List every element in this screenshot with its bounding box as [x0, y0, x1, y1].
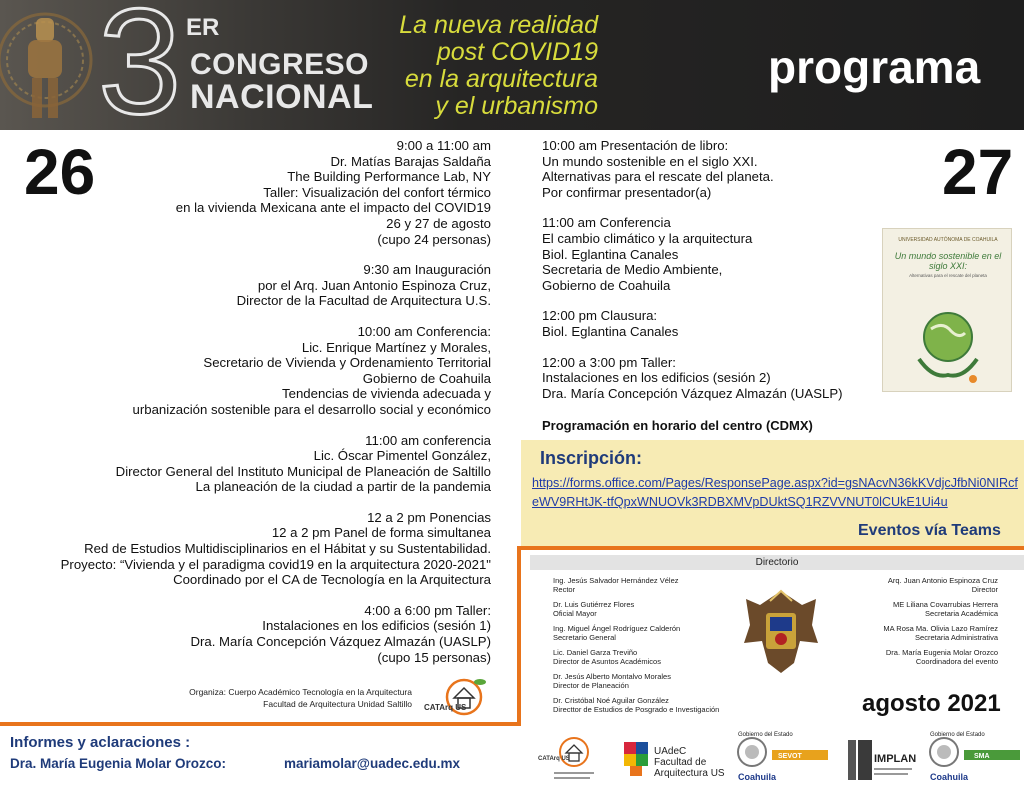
directory-role: Secretaria Académica	[925, 609, 998, 618]
directory-role: Director	[971, 585, 998, 594]
event-date: agosto 2021	[862, 690, 1001, 717]
program-line: Dra. María Concepción Vázquez Almazán (UASLP)	[542, 385, 843, 401]
organizer-line: Facultad de Arquitectura Unidad Saltillo	[263, 699, 412, 709]
program-line: urbanización sostenible para el desarrollo social y económico	[132, 401, 491, 417]
program-line: Biol. Eglantina Canales	[542, 323, 679, 339]
sma-logo-icon	[924, 732, 1024, 788]
program-line: Director de la Facultad de Arquitectura U.S.	[236, 293, 491, 309]
directory-role: Secretario General	[553, 633, 616, 642]
program-block	[40, 324, 491, 418]
directory-entry	[820, 576, 998, 594]
globe-hands-icon	[913, 299, 983, 385]
directory-role: Director de Asuntos Académicos	[553, 657, 661, 666]
congress-line1: CONGRESO	[190, 48, 370, 81]
program-block	[542, 138, 882, 200]
program-line: 12 a 2 pm Panel de forma simultanea	[271, 525, 491, 541]
catarq-footer-text: CATArq US	[538, 756, 570, 762]
registration-link[interactable]: https://forms.office.com/Pages/ResponsePage.aspx?id=gsNAcvN36kKVdjcJfbNi0NIRcfeWV9RHtJK-tfQpxWNUOVk3RDBXMVpDUktSQ1RZVVNUT0lCUkE1Ui4u	[532, 476, 1018, 509]
statue-emblem-icon	[0, 0, 100, 130]
divider-line	[0, 722, 521, 726]
program-line: 12:00 a 3:00 pm Taller:	[542, 354, 676, 370]
implan-logo-icon	[846, 732, 916, 788]
directory-title: Directorio	[530, 555, 1024, 570]
coahuila-text: Coahuila	[930, 772, 969, 782]
directory-left-list	[553, 576, 743, 720]
fauadec-line: Arquitectura US	[654, 768, 725, 779]
program-line: Secretario de Vivienda y Ordenamiento Territorial	[203, 355, 491, 371]
day-27-label: 27	[942, 136, 1014, 208]
directory-role: Coordinadora del evento	[915, 657, 998, 666]
sma-text: SMA	[974, 753, 990, 760]
program-line: Taller: Visualización del confort térmico	[263, 184, 491, 200]
directory-name: Dr. Jesús Alberto Montalvo Morales	[553, 672, 671, 681]
program-line: Proyecto: “Vivienda y el paradigma covid19 en la arquitectura 2020-2021"	[60, 556, 491, 572]
program-line: Coordinado por el CA de Tecnología en la Arquitectura	[173, 572, 491, 588]
day-26-label: 26	[24, 136, 96, 208]
directory-entry	[553, 696, 743, 714]
directory-entry	[553, 600, 743, 618]
program-line: Alternativas para el rescate del planeta.	[542, 169, 774, 185]
directory-name: Lic. Daniel Garza Treviño	[553, 648, 638, 657]
program-line: Lic. Enrique Martínez y Morales,	[301, 339, 491, 355]
directory-entry	[820, 600, 998, 618]
program-line: Lic. Óscar Pimentel González,	[313, 448, 491, 464]
divider-line	[517, 546, 1024, 550]
program-line: 10:00 am Conferencia:	[357, 323, 491, 339]
congress-superscript: ER	[186, 14, 220, 41]
university-crest-icon	[740, 585, 822, 677]
program-line: Gobierno de Coahuila	[362, 370, 491, 386]
program-line: 26 y 27 de agosto	[386, 215, 491, 231]
book-title: Un mundo sostenible en el siglo XXI:	[894, 251, 1002, 271]
organizer-line: Organiza: Cuerpo Académico Tecnología en la Arquitectura	[189, 687, 412, 697]
implan-text: IMPLAN	[874, 753, 916, 765]
congress-line2: NACIONAL	[190, 78, 374, 116]
program-line: Instalaciones en los edificios (sesión 2)	[542, 370, 771, 386]
contact-name: Dra. María Eugenia Molar Orozco:	[10, 756, 227, 771]
organizer-credit	[150, 686, 412, 710]
program-line: Biol. Eglantina Canales	[542, 246, 679, 262]
book-cover-image	[882, 228, 1012, 392]
book-university: UNIVERSIDAD AUTÓNOMA DE COAHUILA	[898, 237, 998, 243]
program-line: Instalaciones en los edificios (sesión 1)	[262, 618, 491, 634]
program-line: 12:00 pm Clausura:	[542, 308, 658, 324]
program-line: en la vivienda Mexicana ante el impacto del COVID19	[175, 200, 491, 216]
section-title: programa	[768, 41, 981, 93]
directory-role: Directtor de Estudios de Posgrado e Investigación	[553, 705, 720, 714]
program-block	[542, 215, 882, 293]
registration-label: Inscripción:	[540, 448, 643, 468]
program-block	[40, 138, 491, 247]
tagline-line: y el urbanismo	[435, 92, 598, 120]
gobierno-label: Gobierno del Estado	[738, 732, 793, 738]
program-line: (cupo 15 personas)	[377, 649, 491, 665]
directory-role: Director de Planeación	[553, 681, 629, 690]
directory-role: Secretaria Administrativa	[915, 633, 998, 642]
directory-name: Ing. Miguel Ángel Rodríguez Calderón	[553, 624, 681, 633]
directory-name: ME Liliana Covarrubias Herrera	[892, 600, 998, 609]
sevot-text: SEVOT	[778, 753, 802, 760]
catarq-logo-icon	[422, 676, 492, 718]
program-line: El cambio climático y la arquitectura	[542, 230, 753, 246]
fauadec-logo-text	[654, 746, 725, 779]
sevot-logo-icon	[732, 732, 832, 788]
event-tagline	[378, 12, 598, 120]
program-line: Un mundo sostenible en el siglo XXI.	[542, 153, 758, 169]
teams-events-label: Eventos vía Teams	[858, 522, 1001, 539]
contact-title: Informes y aclaraciones :	[10, 734, 191, 751]
program-line: Dr. Matías Barajas Saldaña	[330, 153, 491, 169]
fauadec-line: UAdeC	[654, 746, 687, 757]
directory-entry	[553, 672, 743, 690]
directory-role: Oficial Mayor	[553, 609, 597, 618]
day-27-program	[542, 138, 882, 416]
fauadec-line: Facultad de	[654, 757, 707, 768]
tagline-line: post COVID19	[436, 38, 598, 66]
directory-right-list	[820, 576, 998, 672]
program-line: Por confirmar presentador(a)	[542, 184, 712, 200]
program-line: Tendencias de vivienda adecuada y	[282, 386, 491, 402]
directory-entry	[553, 648, 743, 666]
tagline-line: en la arquitectura	[404, 65, 598, 93]
contact-email[interactable]: mariamolar@uadec.edu.mx	[284, 756, 460, 771]
directory-name: Ing. Jesús Salvador Hernández Vélez	[553, 576, 679, 585]
directory-entry	[820, 624, 998, 642]
day-26-program	[40, 138, 491, 680]
tagline-line: La nueva realidad	[399, 11, 598, 39]
program-line: 12 a 2 pm Ponencias	[367, 509, 491, 525]
directory-entry	[553, 624, 743, 642]
book-subtitle: Alternativas para el rescate del planeta	[909, 273, 987, 278]
coahuila-text: Coahuila	[738, 772, 777, 782]
timezone-note: Programación en horario del centro (CDMX)	[542, 418, 813, 433]
program-line: 11:00 am conferencia	[365, 432, 491, 448]
program-line: Director General del Instituto Municipal de Planeación de Saltillo	[115, 463, 491, 479]
divider-line	[517, 548, 521, 726]
program-line: 9:00 a 11:00 am	[396, 138, 491, 153]
program-line: La planeación de la ciudad a partir de la pandemia	[195, 479, 491, 495]
program-block	[542, 355, 882, 402]
directory-entry	[553, 576, 743, 594]
program-block	[40, 262, 491, 309]
program-block	[40, 603, 491, 665]
directory-name: MA Rosa Ma. Olivia Lazo Ramírez	[883, 624, 998, 633]
program-block	[40, 433, 491, 495]
program-line: 9:30 am Inauguración	[363, 262, 491, 278]
directory-name: Dr. Cristóbal Noé Aguilar González	[553, 696, 669, 705]
congress-number: 3	[98, 0, 182, 130]
program-line: 11:00 am Conferencia	[542, 215, 671, 231]
program-line: (cupo 24 personas)	[377, 231, 491, 247]
directory-entry	[820, 648, 998, 666]
directory-name: Arq. Juan Antonio Espinoza Cruz	[887, 576, 998, 585]
header-banner	[0, 0, 1024, 130]
program-line: Secretaria de Medio Ambiente,	[542, 262, 723, 278]
program-line: The Building Performance Lab, NY	[287, 169, 491, 185]
catarq-text: CATArq US	[424, 703, 467, 712]
directory-role: Rector	[553, 585, 576, 594]
program-line: Gobierno de Coahuila	[542, 277, 671, 293]
directory-name: Dr. Luis Gutiérrez Flores	[553, 600, 635, 609]
program-block	[542, 308, 882, 339]
program-line: 10:00 am Presentación de libro:	[542, 138, 729, 153]
program-line: Dra. María Concepción Vázquez Almazán (UASLP)	[190, 634, 491, 650]
program-line: por el Arq. Juan Antonio Espinoza Cruz,	[257, 277, 491, 293]
program-line: Red de Estudios Multidisciplinarios en el Hábitat y su Sustentabilidad.	[84, 541, 491, 557]
program-line: 4:00 a 6:00 pm Taller:	[364, 602, 491, 618]
gobierno-label: Gobierno del Estado	[930, 732, 985, 738]
directory-name: Dra. María Eugenia Molar Orozco	[885, 648, 998, 657]
program-block	[40, 510, 491, 588]
catarq-footer-logo-icon	[534, 732, 610, 788]
